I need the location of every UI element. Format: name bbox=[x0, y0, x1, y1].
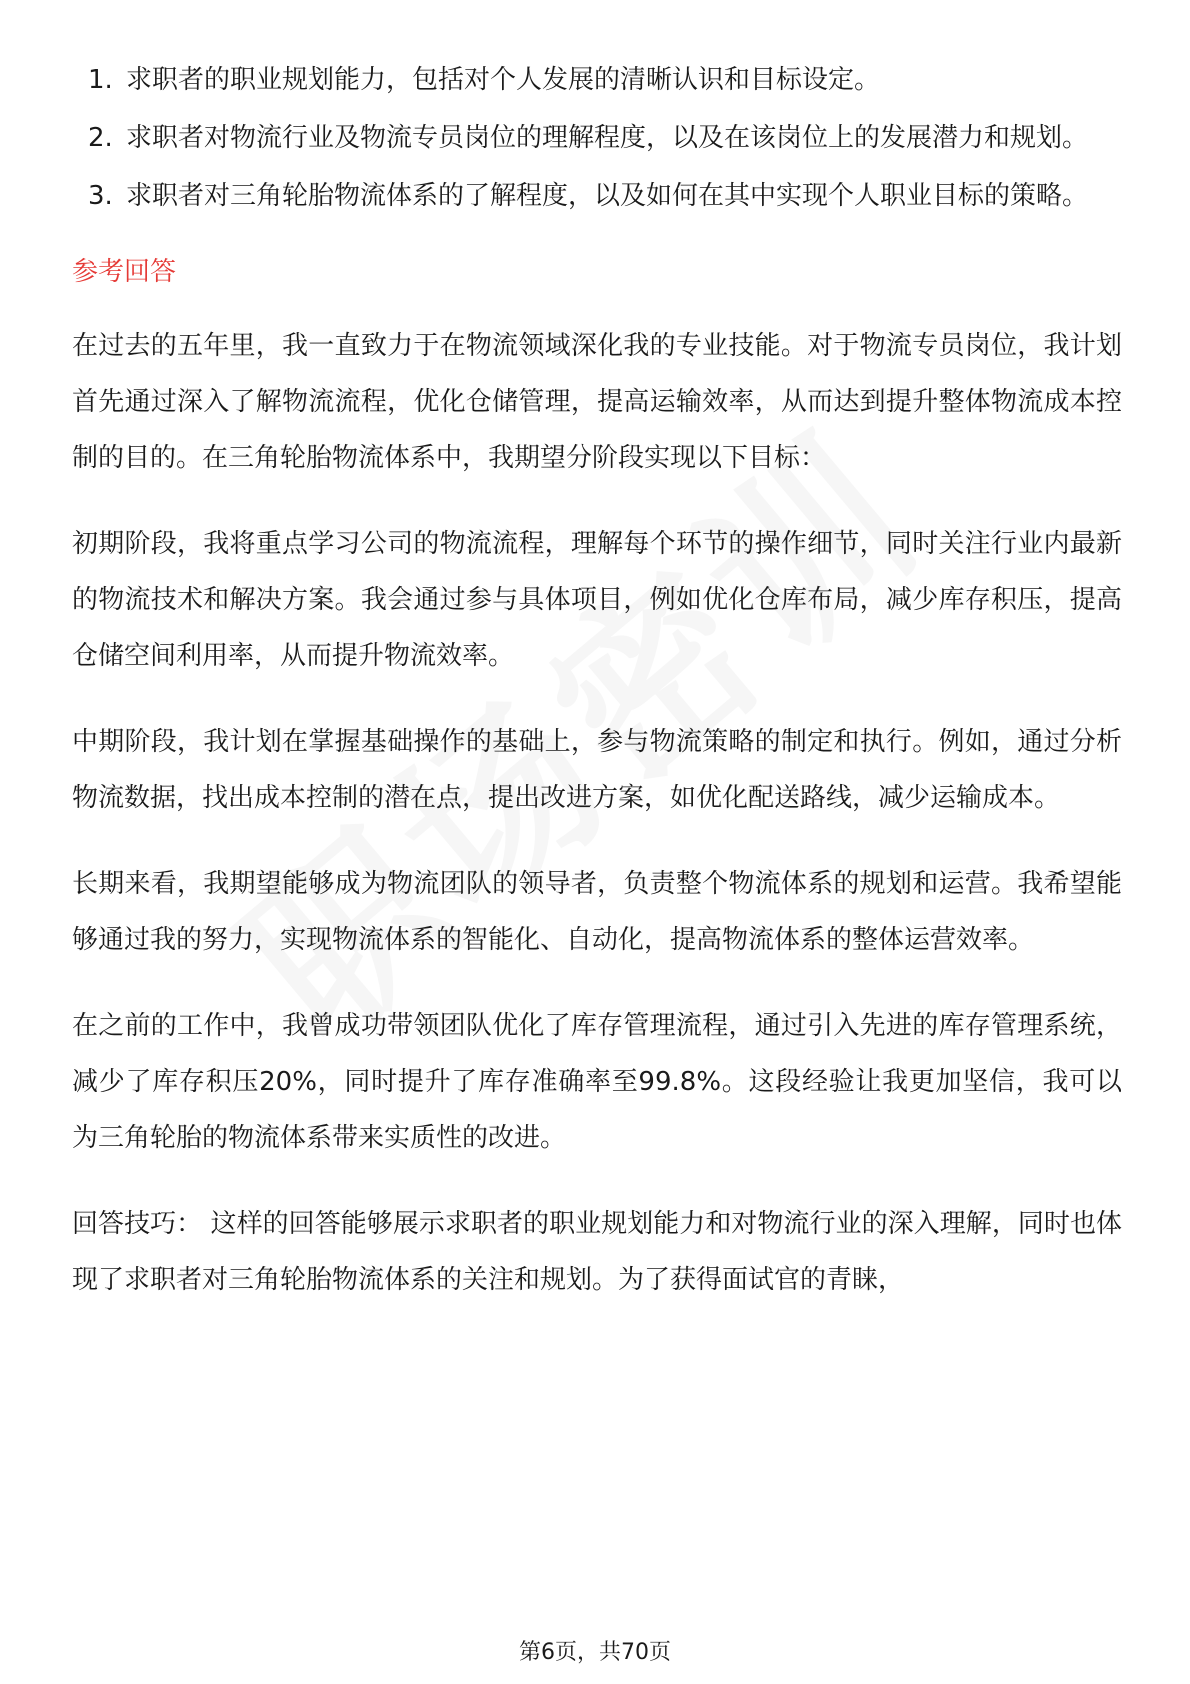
list-number: 1. bbox=[88, 65, 113, 95]
list-item bbox=[72, 110, 1122, 166]
list-number: 3. bbox=[88, 181, 113, 211]
list-text: 求职者的职业规划能力，包括对个人发展的清晰认识和目标设定。 bbox=[126, 65, 881, 95]
paragraph: 初期阶段，我将重点学习公司的物流流程，理解每个环节的操作细节，同时关注行业内最新的物流技术和解决方案。我会通过参与具体项目，例如优化仓库布局，减少库存积压，提高仓储空间利用率，从而提升物流效率。 bbox=[72, 529, 1122, 671]
paragraph: 中期阶段，我计划在掌握基础操作的基础上，参与物流策略的制定和执行。例如，通过分析物流数据，找出成本控制的潜在点，提出改进方案，如优化配送路线，减少运输成本。 bbox=[72, 727, 1122, 813]
paragraph: 长期来看，我期望能够成为物流团队的领导者，负责整个物流体系的规划和运营。我希望能够通过我的努力，实现物流体系的智能化、自动化，提高物流体系的整体运营效率。 bbox=[72, 869, 1122, 955]
list-item bbox=[72, 168, 1122, 224]
list-text: 求职者对三角轮胎物流体系的了解程度，以及如何在其中实现个人职业目标的策略。 bbox=[126, 181, 1089, 211]
paragraph: 在之前的工作中，我曾成功带领团队优化了库存管理流程，通过引入先进的库存管理系统，减少了库存积压20%，同时提升了库存准确率至99.8%。这段经验让我更加坚信，我可以为三角轮胎的物流体系带来实质性的改进。 bbox=[72, 1011, 1122, 1153]
list-number: 2. bbox=[88, 123, 113, 153]
section-heading: 参考回答 bbox=[72, 257, 177, 287]
list-item bbox=[72, 52, 1122, 108]
page-content bbox=[72, 52, 1122, 1338]
list-text: 求职者对物流行业及物流专员岗位的理解程度，以及在该岗位上的发展潜力和规划。 bbox=[126, 123, 1089, 153]
page-footer: 第6页，共70页 bbox=[519, 1640, 671, 1665]
numbered-list bbox=[72, 52, 1122, 224]
paragraph: 在过去的五年里，我一直致力于在物流领域深化我的专业技能。对于物流专员岗位，我计划首先通过深入了解物流流程，优化仓储管理，提高运输效率，从而达到提升整体物流成本控制的目的。在三角轮胎物流体系中，我期望分阶段实现以下目标： bbox=[72, 331, 1122, 473]
paragraph: 回答技巧： 这样的回答能够展示求职者的职业规划能力和对物流行业的深入理解，同时也体现了求职者对三角轮胎物流体系的关注和规划。为了获得面试官的青睐， bbox=[72, 1209, 1122, 1295]
